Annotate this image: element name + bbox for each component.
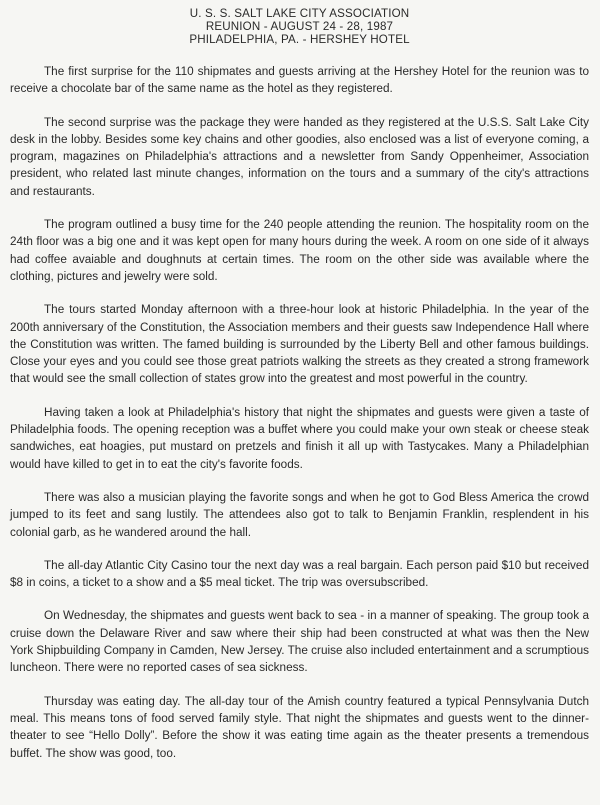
paragraph-musician: There was also a musician playing the favorite songs and when he got to God Bless America the crowd jumped to its feet and sang lustily. The attendees also got to talk to Benjamin Franklin, resplendent in his colonial garb, as he wandered around the hall. (10, 490, 589, 539)
header-association-name: U. S. S. SALT LAKE CITY ASSOCIATION (189, 7, 410, 20)
paragraph-program: The program outlined a busy time for the 240 people attending the reunion. The hospitality room on the 24th floor was a big one and it was kept open for many hours during the week. A room on one side of it always had coffee avaiable and doughnuts at certain times. The room on the other side was available where the clothing, pictures and jewelry were sold. (10, 218, 589, 283)
paragraph-registration-package: The second surprise was the package they were handed as they registered at the U.S.S. Salt Lake City desk in the lobby. Besides some key chains and other goodies, also enclosed was a list of everyone coming, a program, magazines on Philadelphia's attractions and a newsletter from Sandy Oppenheimer, Association president, who related last minute changes, information on the tours and a summary of the city's attractions and restaurants. (10, 115, 589, 198)
paragraph-arrival: The first surprise for the 110 shipmates and guests arriving at the Hershey Hotel for the reunion was to receive a chocolate bar of the same name as the hotel as they registered. (10, 65, 589, 96)
document-header (10, 7, 589, 46)
paragraph-river-cruise: On Wednesday, the shipmates and guests went back to sea - in a manner of speaking. The group took a cruise down the Delaware River and saw where their ship had been constructed at what was then the New York Shipbuilding Company in Camden, New Jersey. The cruise also included entertainment and a scrumptious luncheon. There were no reported cases of sea sickness. (10, 609, 589, 675)
header-location: PHILADELPHIA, PA. - HERSHEY HOTEL (189, 33, 410, 46)
paragraph-casino-tour: The all-day Atlantic City Casino tour the next day was a real bargain. Each person paid $10 but received $8 in coins, a ticket to a show and a $5 meal ticket. The trip was oversubscribed. (10, 558, 589, 590)
header-reunion-dates: REUNION - AUGUST 24 - 28, 1987 (205, 20, 394, 33)
paragraph-amish-tour: Thursday was eating day. The all-day tour of the Amish country featured a typical Pennsylvania Dutch meal. This means tons of food served family style. That night the shipmates and guests went to the dinner-theater to see “Hello Dolly”. Before the show it was eating time again as the theater presents a tremendous buffet. The show was good, too. (10, 694, 589, 760)
paragraph-historic-tour: The tours started Monday afternoon with a three-hour look at historic Philadelphia. In the year of the 200th anniversary of the Constitution, the Association members and their guests saw Independence Hall where the Constitution was written. The famed building is surrounded by the Liberty Bell and other famous buildings. Close your eyes and you could see those great patriots walking the streets as they created a strong framework that would see the small collection of states grow into the greatest and most powerful in the country. (10, 303, 589, 386)
paragraph-philadelphia-foods: Having taken a look at Philadelphia's history that night the shipmates and guests were given a taste of Philadelphia foods. The opening reception was a buffet where you could make your own steak or cheese steak sandwiches, eat hoagies, put mustard on pretzels and finish it all up with Tastycakes. Many a Philadelphian would have killed to get in to eat the city's favorite foods. (10, 405, 589, 471)
article-body (10, 63, 589, 762)
